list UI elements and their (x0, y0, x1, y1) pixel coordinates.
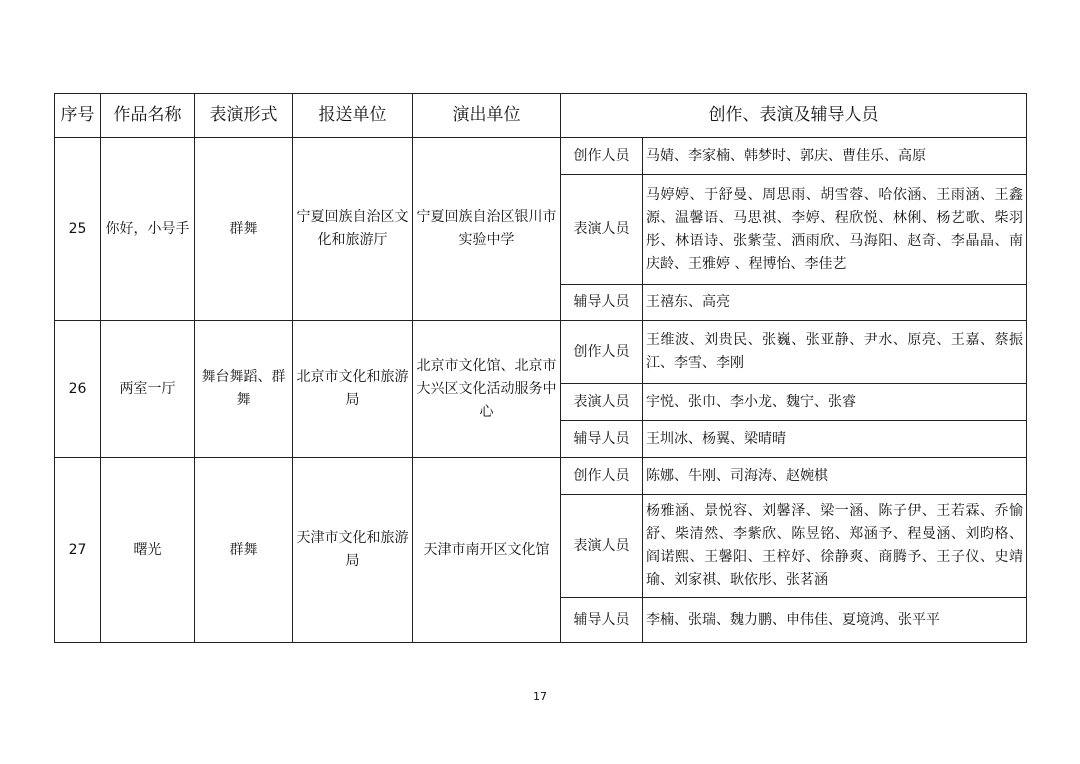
table-row (55, 138, 1027, 175)
role-label: 表演人员 (561, 175, 643, 285)
role-names: 李楠、张瑞、魏力鹏、申伟佳、夏境鸿、张平平 (643, 598, 1027, 643)
entry-performer-unit: 天津市南开区文化馆 (413, 458, 561, 643)
role-label: 辅导人员 (561, 598, 643, 643)
role-label: 辅导人员 (561, 421, 643, 458)
role-names: 陈娜、牛刚、司海涛、赵婉棋 (643, 458, 1027, 495)
header-number: 序号 (55, 94, 101, 138)
role-names: 王圳冰、杨翼、梁晴晴 (643, 421, 1027, 458)
entry-submitter: 宁夏回族自治区文化和旅游厅 (293, 138, 413, 321)
role-names: 宇悦、张巾、李小龙、魏宁、张睿 (643, 384, 1027, 421)
entry-number: 25 (55, 138, 101, 321)
header-performance-form: 表演形式 (195, 94, 293, 138)
role-names: 杨雅涵、景悦容、刘馨泽、梁一涵、陈子伊、王若霖、乔愉舒、柴清然、李紫欣、陈昱铭、郑涵予、程曼涵、刘昀格、阎诺熙、王馨阳、王梓妤、徐静爽、商腾予、王子仪、史靖瑜、刘家祺、耿依彤、张茗涵 (643, 495, 1027, 598)
role-label: 创作人员 (561, 321, 643, 384)
table-row (55, 321, 1027, 384)
role-names: 马婧、李家楠、韩梦时、郭庆、曹佳乐、高原 (643, 138, 1027, 175)
page-number: 17 (533, 690, 547, 703)
entry-title: 你好，小号手 (101, 138, 195, 321)
entry-number: 26 (55, 321, 101, 458)
header-work-title: 作品名称 (101, 94, 195, 138)
entry-submitter: 北京市文化和旅游局 (293, 321, 413, 458)
entry-performer-unit: 宁夏回族自治区银川市实验中学 (413, 138, 561, 321)
table-row (55, 458, 1027, 495)
entry-title: 曙光 (101, 458, 195, 643)
entry-submitter: 天津市文化和旅游局 (293, 458, 413, 643)
entry-form: 群舞 (195, 138, 293, 321)
role-names: 王维波、刘贵民、张巍、张亚静、尹水、原亮、王嘉、蔡振江、李雪、李刚 (643, 321, 1027, 384)
header-submitting-unit: 报送单位 (293, 94, 413, 138)
role-label: 创作人员 (561, 458, 643, 495)
entry-performer-unit: 北京市文化馆、北京市大兴区文化活动服务中心 (413, 321, 561, 458)
role-names: 马婷婷、于舒曼、周思雨、胡雪蓉、哈依涵、王雨涵、王鑫源、温馨语、马思祺、李婷、程欣悦、林俐、杨艺歌、柴羽彤、林语诗、张紫莹、洒雨欣、马海阳、赵奇、李晶晶、南庆龄、王雅婷 、程博怡、李佳艺 (643, 175, 1027, 285)
header-performing-unit: 演出单位 (413, 94, 561, 138)
role-label: 辅导人员 (561, 285, 643, 321)
role-label: 表演人员 (561, 384, 643, 421)
entry-form: 群舞 (195, 458, 293, 643)
role-label: 表演人员 (561, 495, 643, 598)
entry-number: 27 (55, 458, 101, 643)
role-names: 王禧东、高亮 (643, 285, 1027, 321)
role-label: 创作人员 (561, 138, 643, 175)
header-staff: 创作、表演及辅导人员 (561, 94, 1027, 138)
header-row (55, 94, 1027, 138)
entry-title: 两室一厅 (101, 321, 195, 458)
entry-form: 舞台舞蹈、群舞 (195, 321, 293, 458)
roster-table (54, 93, 1027, 643)
